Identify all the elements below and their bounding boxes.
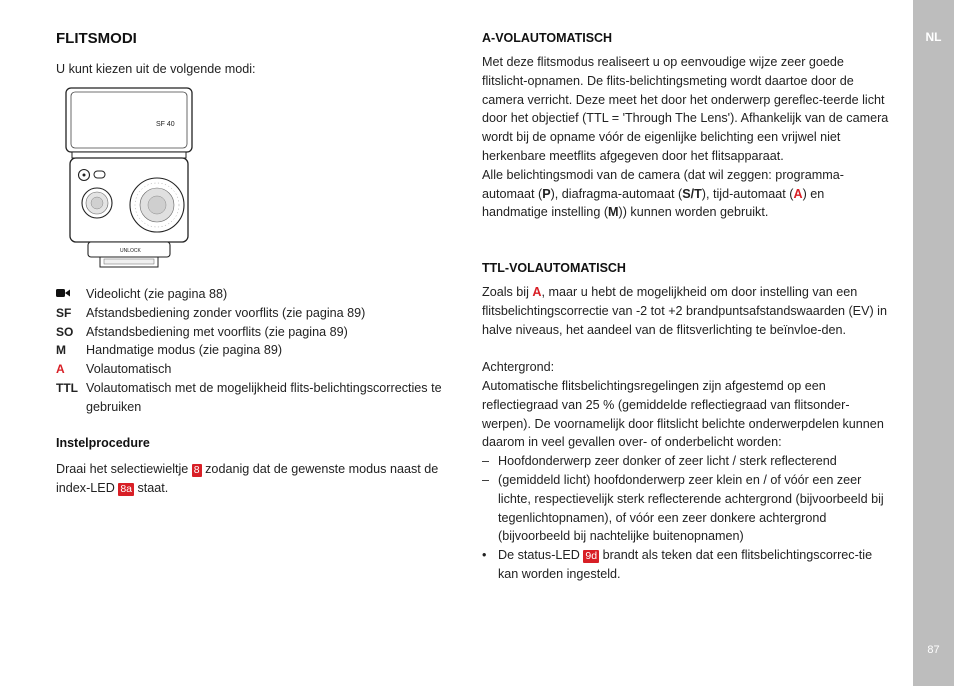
reference-badge: 9d (585, 550, 598, 563)
mode-item (56, 341, 461, 360)
text-run: , maar u hebt de mogelijkheid om door instelling van een flitsbelichtingscorrectie van -2 tot +2 brandpuntsafstandswaarden (EV) in halve niveaus, het aandeel van de flitsverlichting te beïnvloe-den. (482, 285, 887, 337)
reference-badge: 8a (120, 482, 132, 495)
mode-description: Afstandsbediening zonder voorflits (zie pagina 89) (86, 305, 366, 320)
a-paragraph: Met deze flitsmodus realiseert u op eenvoudige wijze zeer goede flitslicht-opnamen. De flits-belichtingsmeting wordt daartoe door de camera verricht. Deze meet het door het onderwerp gereflec-teerde licht door het objectief (TTL = 'Through The Lens'). Afhankelijk van de camera wordt bij de opname vóór de eigenlijke belichting een vrijwel niet herkenbare meetflits afgegeven door het flitsapparaat. (482, 55, 889, 163)
page-number: 87 (927, 644, 940, 656)
background-label: Achtergrond: (482, 360, 555, 375)
left-column (56, 30, 461, 495)
mode-code: A (56, 362, 65, 377)
mode-symbol: P (542, 186, 551, 201)
procedure-text (56, 460, 461, 498)
ttl-heading: TTL-VOLAUTOMATISCH (482, 261, 626, 275)
text-run: ) en handmatige instelling ( (482, 186, 825, 220)
text-run: staat. (134, 480, 169, 495)
dash-text: Hoofdonderwerp zeer donker of zeer licht / sterk reflecterend (498, 454, 837, 469)
mode-code: TTL (56, 380, 78, 395)
mode-item (56, 323, 461, 342)
video-camera-icon (56, 285, 86, 304)
text-run: zodanig dat de gewenste modus naast de index-LED (56, 462, 439, 495)
dash-symbol: – (482, 472, 490, 487)
text-run: Alle belichtingsmodi van de camera (dat wil zeggen: programma-automaat ( (482, 167, 844, 201)
bullet-symbol: • (482, 548, 487, 563)
mode-description: Afstandsbediening met voorflits (zie pagina 89) (86, 324, 348, 339)
background-paragraph: Automatische flitsbelichtingsregelingen zijn afgestemd op een reflectiegraad van 25 % (gemiddelde reflectiegraad van flitsonder-werpen). De voornamelijk door flitslicht belichte onderwerpdelen kunnen daarom in veel gevallen over- of onderbelicht worden: (482, 378, 884, 450)
dash-item (482, 452, 892, 471)
reference-badge: 8 (193, 464, 200, 476)
mode-list (56, 285, 461, 417)
mode-item (56, 304, 461, 323)
bullet-text (498, 546, 892, 584)
text-run: Zoals bij (482, 285, 533, 299)
procedure-heading: Instelprocedure (56, 436, 150, 450)
a-heading: A-VOLAUTOMATISCH (482, 31, 613, 45)
flash-unit-illustration (56, 86, 196, 271)
a-paragraph-modes (482, 166, 892, 222)
ttl-section (482, 260, 892, 584)
procedure-section (56, 435, 461, 498)
mode-symbol: A (532, 285, 542, 299)
text-run: Draai het selectiewieltje (56, 462, 192, 476)
dash-text: (gemiddeld licht) hoofdonderwerp zeer klein en / of vóór een zeer lichte, respectievelijk sterk reflecterende achtergrond (bijvoorbeeld bij tegenlichtopnamen), of vóór een zeer donkere achtergrond (bijvoorbeeld bij nachtelijke buitenopnamen) (498, 472, 884, 544)
ttl-paragraph (482, 283, 892, 339)
mode-description: Volautomatisch met de mogelijkheid flits-belichtingscorrecties te gebruiken (86, 380, 442, 414)
mode-description: Handmatige modus (zie pagina 89) (86, 343, 283, 358)
text-run: De status-LED (498, 548, 584, 563)
a-section (482, 30, 892, 222)
page-title: FLITSMODI (56, 30, 137, 47)
mode-code: SO (56, 324, 74, 339)
mode-item (56, 285, 461, 304)
text-run: ), tijd-automaat ( (701, 186, 794, 201)
mode-symbol: A (793, 186, 803, 201)
mode-code: M (56, 343, 66, 358)
text-run: )) kunnen worden gebruikt. (618, 205, 769, 220)
mode-symbol: S/T (682, 186, 702, 201)
unlock-label: UNLOCK (120, 248, 141, 254)
mode-description: Volautomatisch (86, 362, 172, 377)
mode-code: SF (56, 305, 72, 320)
mode-description: Videolicht (zie pagina 88) (86, 287, 228, 301)
bullet-item (482, 546, 892, 584)
language-tab[interactable]: NL (925, 30, 942, 44)
mode-symbol: M (608, 205, 619, 220)
text-run: ), diafragma-automaat ( (550, 186, 683, 201)
side-tab (913, 0, 954, 686)
mode-item (56, 360, 461, 379)
dash-item (482, 471, 892, 546)
mode-item (56, 379, 461, 417)
intro-text: U kunt kiezen uit de volgende modi: (56, 62, 256, 76)
dash-symbol: – (482, 454, 490, 469)
model-label: SF 40 (156, 121, 175, 128)
text-run: brandt als teken dat een flitsbelichtingscorrec-tie kan worden ingesteld. (498, 548, 873, 581)
